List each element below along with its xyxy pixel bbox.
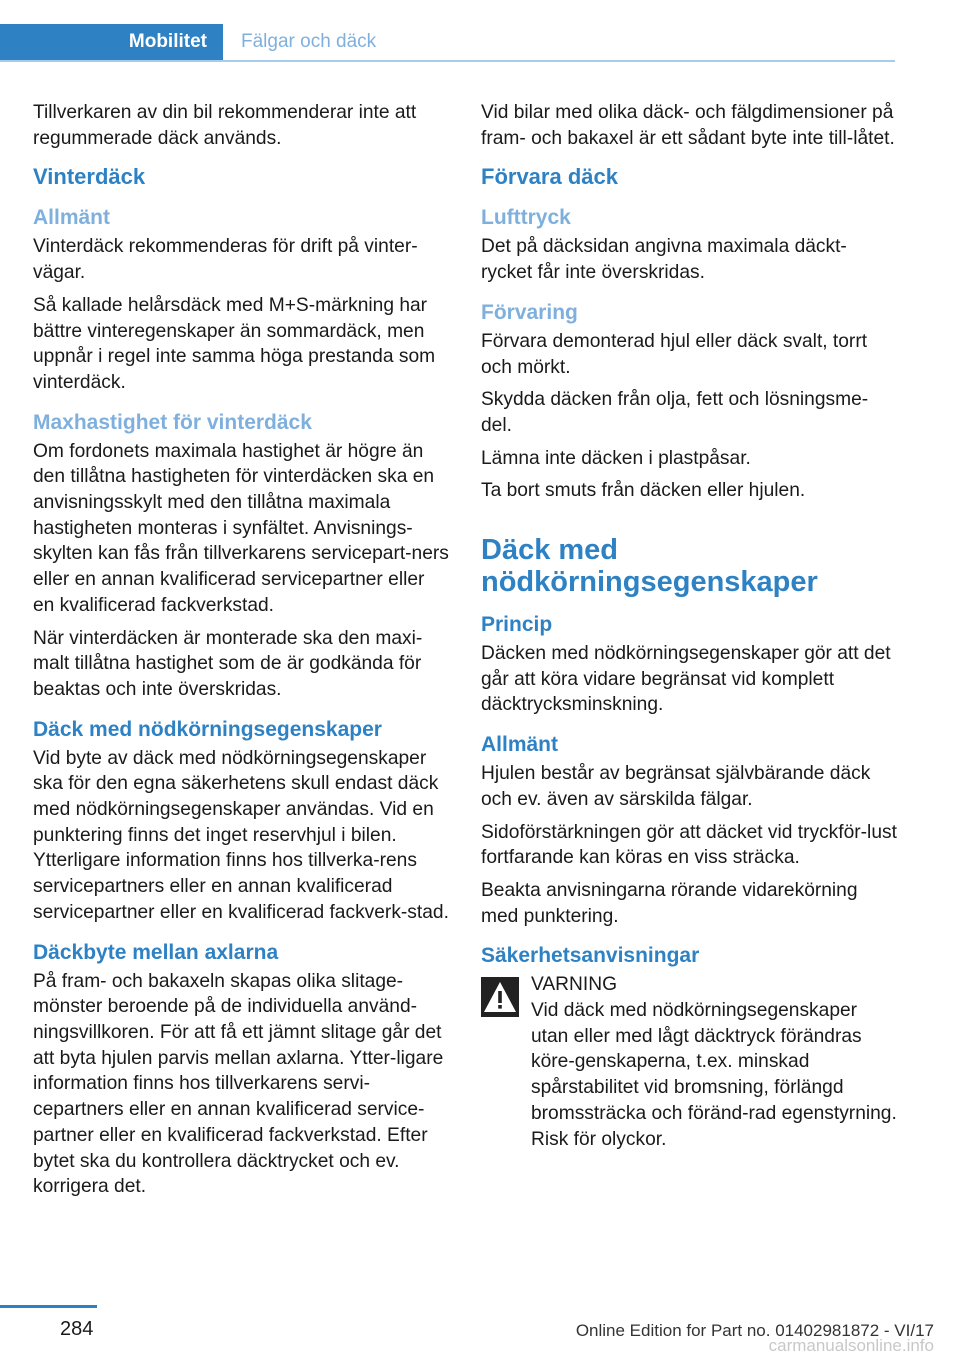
- tab-falgar-och-dack[interactable]: Fälgar och däck: [241, 31, 377, 52]
- subheading-allmant: Allmänt: [33, 206, 111, 230]
- paragraph: Så kallade helårsdäck med M+S-märkning har bättre vinteregenskaper än sommardäck, men uppnår i regel inte samma höga prestanda som vinterdäck.: [33, 294, 436, 393]
- subheading-lufttryck: Lufttryck: [481, 206, 571, 230]
- footer-rule: [0, 1305, 97, 1308]
- paragraph: På fram- och bakaxeln skapas olika slitage-mönster beroende på de individuella använd-ningsvillkoren. För att få ett jämnt slitage går det att byta hjulen parvis mellan axlarna. Ytter-ligare information finns hos tillverkarens servi-cepartners eller en annan kvalificerad service-partner eller en kvalificerad fackverkstad. Efter bytet ska du kontrollera däcktrycket och ev. korrigera det.: [33, 970, 444, 1198]
- paragraph: Ta bort smuts från däcken eller hjulen.: [481, 480, 806, 502]
- subheading-princip: Princip: [481, 613, 553, 637]
- paragraph: Förvara demonterad hjul eller däck svalt, torrt och mörkt.: [481, 330, 868, 378]
- subheading-sakerhet: Säkerhetsanvisningar: [481, 944, 700, 968]
- subheading-dack-med-nodkorning: Däck med nödkörningsegenskaper: [33, 717, 382, 741]
- header-rule: [0, 60, 895, 62]
- watermark: carmanualsonline.info: [768, 1336, 934, 1355]
- subheading-dackbyte: Däckbyte mellan axlarna: [33, 940, 279, 964]
- chapter-heading: Däck med nödkörningsegenskaper: [481, 534, 818, 599]
- paragraph: Tillverkaren av din bil rekommenderar inte att regummerade däck används.: [33, 102, 417, 149]
- edition-note: Online Edition for Part no. 01402981872 - VI/17: [575, 1321, 934, 1340]
- paragraph: Sidoförstärkningen gör att däcket vid tryckför-lust fortfarande kan köras en viss sträcka.: [481, 821, 897, 869]
- paragraph: Vid bilar med olika däck- och fälgdimensioner på fram- och bakaxel är ett sådant byte inte till-låtet.: [481, 102, 895, 149]
- subheading-allmant: Allmänt: [481, 733, 559, 757]
- paragraph: Skydda däcken från olja, fett och lösningsme-del.: [481, 389, 869, 436]
- paragraph: Vinterdäck rekommenderas för drift på vinter-vägar.: [33, 236, 418, 284]
- paragraph: Däcken med nödkörningsegenskaper gör att det går att köra vidare begränsat vid komplett däcktrycksminskning.: [481, 643, 891, 716]
- paragraph: Beakta anvisningarna rörande vidarekörning med punktering.: [481, 879, 858, 927]
- subheading-forvaring: Förvaring: [481, 300, 578, 324]
- paragraph: Vid byte av däck med nödkörningsegenskaper ska för den egna säkerhetens skull endast däck med nödkörningsegenskaper användas. Vid en punktering finns det inget reservhjul i bilen. Ytterligare information finns hos tillverka-rens servicepartners eller en annan kvalificerad servicepartner eller en kvalificerad fackverk-stad.: [33, 747, 449, 923]
- paragraph: Det på däcksidan angivna maximala däckt-rycket får inte överskridas.: [481, 236, 847, 284]
- section-heading-vinterdack: Vinterdäck: [33, 164, 146, 190]
- section-heading-forvara-dack: Förvara däck: [481, 164, 618, 190]
- header-tabs: [0, 24, 895, 62]
- warning-block: [481, 972, 897, 1152]
- page-number: 284: [60, 1318, 94, 1340]
- warning-text-first: Vid däck med nödkörningsegenskaper utan eller med lågt däcktryck förändras köre-genskaperna, t.ex. minskad spårstabilitet vid bromsning, förlängd bromssträcka och föränd-rad egenstyrning. Risk för olyckor.: [531, 1000, 897, 1150]
- left-column: [33, 100, 449, 1207]
- right-column: [481, 100, 897, 1159]
- paragraph: Om fordonets maximala hastighet är högre än den tillåtna hastigheten för vinterdäcken ska en anvisningsskylt med den tillåtna maximala hastigheten monteras i synfältet. Anvisnings-skylten kan fås från tillverkarens servicepart-ners eller en annan kvalificerad servicepartner eller en kvalificerad fackverkstad.: [33, 440, 449, 616]
- paragraph: Lämna inte däcken i plastpåsar.: [481, 447, 751, 469]
- paragraph: När vinterdäcken är monterade ska den maxi-malt tillåtna hastighet som de är godkända för beaktas och inte överskridas.: [33, 627, 423, 700]
- subheading-maxhastighet: Maxhastighet för vinterdäck: [33, 410, 312, 434]
- warning-icon: [481, 977, 519, 1017]
- tab-mobilitet[interactable]: Mobilitet: [0, 24, 223, 60]
- paragraph: Hjulen består av begränsat självbärande däck och ev. även av särskilda fälgar.: [481, 763, 871, 810]
- warning-label: VARNING: [531, 974, 617, 996]
